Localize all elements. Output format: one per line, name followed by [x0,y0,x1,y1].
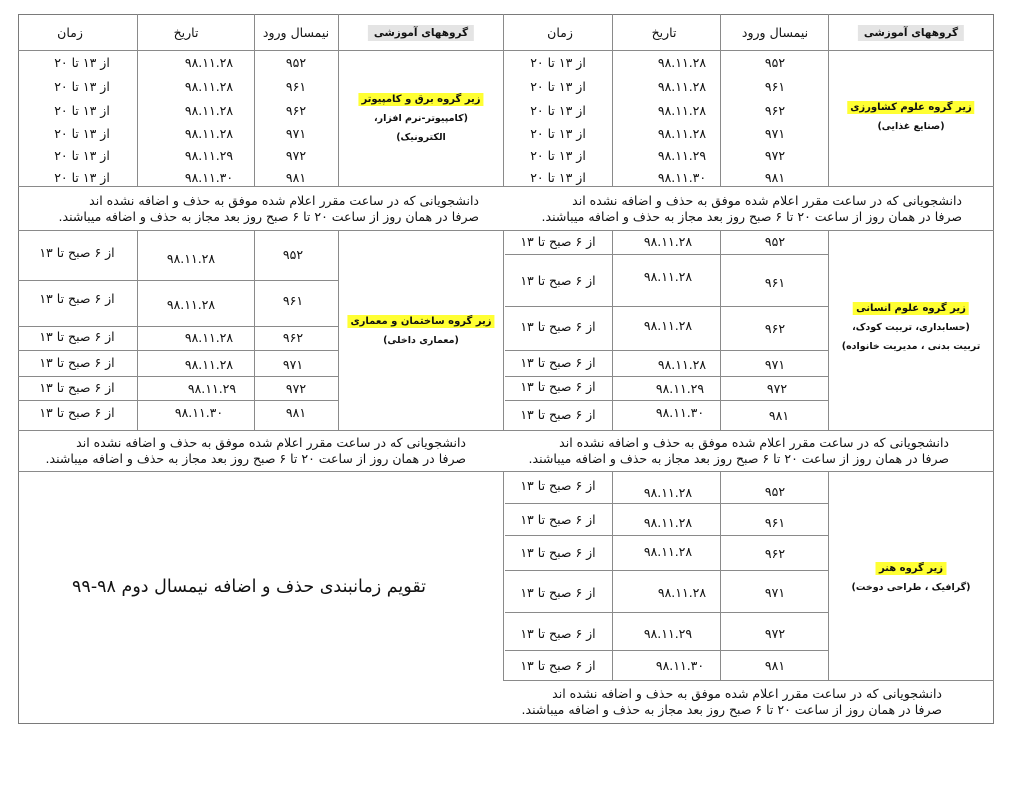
time-cell: از ۶ صبح تا ۱۳ [520,585,596,600]
row-rule [505,306,828,307]
col-rule [137,230,138,430]
time-cell: از ۱۳ تا ۲۰ [54,55,110,70]
time-cell: از ۶ صبح تا ۱۳ [520,234,596,249]
date-cell: ۹۸.۱۱.۲۸ [657,126,707,141]
time-cell: از ۱۳ تا ۲۰ [530,148,586,163]
semester-cell: ۹۵۲ [282,247,304,262]
date-cell: ۹۸.۱۱.۳۰ [184,170,234,185]
semester-cell: ۹۷۱ [285,126,307,141]
date-cell: ۹۸.۱۱.۲۸ [643,544,693,559]
row-rule [505,376,828,377]
group-sub: الکترونیک) [396,132,446,143]
note-line: دانشجویانی که در ساعت مقرر اعلام شده موفق به حذف و اضافه نشده اند [89,193,479,208]
row-rule [505,254,828,255]
group-agriculture [847,98,974,136]
group-sub: (حسابداری، تربیت کودک، [852,322,970,333]
date-cell: ۹۸.۱۱.۳۰ [657,170,707,185]
col-rule [720,14,721,186]
group-sub: تربیت بدنی ، مدیریت خانواده) [841,341,981,352]
note-line: دانشجویانی که در ساعت مقرر اعلام شده موفق به حذف و اضافه نشده اند [552,686,942,701]
date-cell: ۹۸.۱۱.۲۸ [657,55,707,70]
date-cell: ۹۸.۱۱.۲۸ [657,357,707,372]
semester-cell: ۹۷۲ [766,381,788,396]
date-cell: ۹۸.۱۱.۲۹ [643,626,693,641]
semester-cell: ۹۸۱ [764,170,786,185]
date-cell: ۹۸.۱۱.۳۰ [655,658,705,673]
semester-cell: ۹۸۱ [764,658,786,673]
header-time: زمان [547,25,573,40]
header-rule [18,50,994,51]
col-rule [828,14,829,186]
center-divider [503,471,504,680]
late-registration-note [46,435,466,467]
semester-cell: ۹۵۲ [764,484,786,499]
date-cell: ۹۸.۱۱.۲۸ [657,79,707,94]
date-cell: ۹۸.۱۱.۲۹ [655,381,705,396]
row-rule [18,326,338,327]
col-rule [720,471,721,680]
header-date: تاریخ [651,25,677,40]
time-cell: از ۱۳ تا ۲۰ [54,148,110,163]
time-cell: از ۶ صبح تا ۱۳ [39,245,115,260]
col-rule [137,14,138,186]
group-sub: (کامپیوتر-نرم افزار، [374,113,468,124]
late-registration-note [529,435,949,467]
row-rule [505,535,828,536]
group-sub: (گرافیک ، طراحی دوخت) [851,582,971,593]
time-cell: از ۶ صبح تا ۱۳ [520,626,596,641]
page-title: تقویم زمانبندی حذف و اضافه نیمسال دوم ۹۸-۹۹ [72,577,427,597]
time-cell: از ۱۳ تا ۲۰ [54,79,110,94]
date-cell: ۹۸.۱۱.۲۸ [184,330,234,345]
header-time: زمان [57,25,83,40]
date-cell: ۹۸.۱۱.۲۹ [187,381,237,396]
group-sub: (معماری داخلی) [383,335,459,346]
col-rule [720,230,721,430]
date-cell: ۹۸.۱۱.۲۹ [657,148,707,163]
note-line: صرفا در همان روز از ساعت ۲۰ تا ۶ صبح روز بعد مجاز به حذف و اضافه میباشند. [521,702,942,717]
center-divider [503,14,504,186]
date-cell: ۹۸.۱۱.۲۸ [643,269,693,284]
semester-cell: ۹۸۱ [285,170,307,185]
semester-cell: ۹۶۲ [282,330,304,345]
section-rule-3 [18,430,994,431]
date-cell: ۹۸.۱۱.۲۸ [184,103,234,118]
date-cell: ۹۸.۱۱.۲۸ [657,103,707,118]
semester-cell: ۹۷۲ [285,148,307,163]
semester-cell: ۹۶۲ [764,321,786,336]
row-rule [18,400,338,401]
time-cell: از ۶ صبح تا ۱۳ [520,319,596,334]
semester-cell: ۹۸۱ [285,405,307,420]
date-cell: ۹۸.۱۱.۲۸ [184,357,234,372]
semester-cell: ۹۶۲ [764,103,786,118]
semester-cell: ۹۶۱ [285,79,307,94]
time-cell: از ۶ صبح تا ۱۳ [520,273,596,288]
date-cell: ۹۸.۱۱.۲۸ [166,251,216,266]
semester-cell: ۹۷۱ [764,126,786,141]
center-divider [503,230,504,430]
group-name: زیر گروه هنر [876,562,946,575]
time-cell: از ۱۳ تا ۲۰ [54,126,110,141]
col-rule [338,230,339,430]
date-cell: ۹۸.۱۱.۳۰ [174,405,224,420]
time-cell: از ۱۳ تا ۲۰ [54,103,110,118]
header-semester: نیمسال ورود [741,25,809,40]
semester-cell: ۹۷۱ [764,585,786,600]
date-cell: ۹۸.۱۱.۲۸ [643,515,693,530]
group-humanities [842,299,981,356]
group-name: زیر گروه برق و کامپیوتر [358,93,483,106]
time-cell: از ۶ صبح تا ۱۳ [39,291,115,306]
header-date: تاریخ [173,25,199,40]
group-construction [347,312,494,350]
semester-cell: ۹۶۱ [764,79,786,94]
time-cell: از ۶ صبح تا ۱۳ [39,355,115,370]
time-cell: از ۶ صبح تا ۱۳ [520,355,596,370]
time-cell: از ۶ صبح تا ۱۳ [520,658,596,673]
col-rule [254,230,255,430]
row-rule [505,350,828,351]
date-cell: ۹۸.۱۱.۲۸ [166,297,216,312]
col-rule [612,230,613,430]
group-art [852,559,971,597]
row-rule [505,612,828,613]
date-cell: ۹۸.۱۱.۲۸ [643,234,693,249]
semester-cell: ۹۶۱ [764,515,786,530]
section-rule-1 [18,186,994,187]
semester-cell: ۹۸۱ [768,408,790,423]
semester-cell: ۹۶۲ [285,103,307,118]
date-cell: ۹۸.۱۱.۲۹ [184,148,234,163]
semester-cell: ۹۷۱ [764,357,786,372]
semester-cell: ۹۷۲ [764,148,786,163]
group-electrical [358,90,483,147]
row-rule [18,350,338,351]
row-rule [18,376,338,377]
col-rule [254,14,255,186]
semester-cell: ۹۷۱ [282,357,304,372]
semester-cell: ۹۵۲ [285,55,307,70]
group-name: زیر گروه علوم کشاورزی [847,101,974,114]
col-rule [828,230,829,430]
semester-cell: ۹۷۲ [285,381,307,396]
date-cell: ۹۸.۱۱.۳۰ [655,405,705,420]
row-rule [505,650,828,651]
note-line: دانشجویانی که در ساعت مقرر اعلام شده موفق به حذف و اضافه نشده اند [76,435,466,450]
col-rule [828,471,829,680]
semester-cell: ۹۵۲ [764,234,786,249]
time-cell: از ۶ صبح تا ۱۳ [520,512,596,527]
note-line: صرفا در همان روز از ساعت ۲۰ تا ۶ صبح روز بعد مجاز به حذف و اضافه میباشند. [58,209,479,224]
date-cell: ۹۸.۱۱.۲۸ [643,318,693,333]
date-cell: ۹۸.۱۱.۲۸ [184,55,234,70]
date-cell: ۹۸.۱۱.۲۸ [184,79,234,94]
col-rule [338,14,339,186]
group-name: زیر گروه ساختمان و معماری [347,315,494,328]
row-rule [505,400,828,401]
time-cell: از ۱۳ تا ۲۰ [530,126,586,141]
time-cell: از ۱۳ تا ۲۰ [530,79,586,94]
col-rule [612,471,613,680]
semester-cell: ۹۶۱ [282,293,304,308]
semester-cell: ۹۷۲ [764,626,786,641]
group-sub: (صنایع غذایی) [877,121,945,132]
date-cell: ۹۸.۱۱.۲۸ [657,585,707,600]
note-line: صرفا در همان روز از ساعت ۲۰ تا ۶ صبح روز بعد مجاز به حذف و اضافه میباشند. [528,451,949,466]
late-registration-note [542,193,962,225]
semester-cell: ۹۵۲ [764,55,786,70]
time-cell: از ۱۳ تا ۲۰ [530,103,586,118]
time-cell: از ۶ صبح تا ۱۳ [39,405,115,420]
header-semester: نیمسال ورود [262,25,330,40]
semester-cell: ۹۶۲ [764,546,786,561]
section-rule-5 [503,680,994,681]
col-rule [612,14,613,186]
row-rule [505,570,828,571]
semester-cell: ۹۶۱ [764,275,786,290]
date-cell: ۹۸.۱۱.۲۸ [184,126,234,141]
time-cell: از ۶ صبح تا ۱۳ [520,478,596,493]
time-cell: از ۱۳ تا ۲۰ [530,55,586,70]
section-rule-2 [18,230,994,231]
time-cell: از ۶ صبح تا ۱۳ [520,407,596,422]
time-cell: از ۶ صبح تا ۱۳ [520,545,596,560]
row-rule [505,503,828,504]
time-cell: از ۶ صبح تا ۱۳ [39,329,115,344]
note-line: دانشجویانی که در ساعت مقرر اعلام شده موفق به حذف و اضافه نشده اند [559,435,949,450]
header-groups: گروههای آموزشی [368,25,474,41]
late-registration-note [522,686,942,718]
section-rule-4 [18,471,994,472]
note-line: صرفا در همان روز از ساعت ۲۰ تا ۶ صبح روز بعد مجاز به حذف و اضافه میباشند. [541,209,962,224]
row-rule [18,280,338,281]
date-cell: ۹۸.۱۱.۲۸ [643,485,693,500]
time-cell: از ۶ صبح تا ۱۳ [39,380,115,395]
late-registration-note [59,193,479,225]
header-groups: گروههای آموزشی [858,25,964,41]
group-name: زیر گروه علوم انسانی [853,302,969,315]
time-cell: از ۱۳ تا ۲۰ [54,170,110,185]
time-cell: از ۱۳ تا ۲۰ [530,170,586,185]
time-cell: از ۶ صبح تا ۱۳ [520,379,596,394]
note-line: صرفا در همان روز از ساعت ۲۰ تا ۶ صبح روز بعد مجاز به حذف و اضافه میباشند. [45,451,466,466]
note-line: دانشجویانی که در ساعت مقرر اعلام شده موفق به حذف و اضافه نشده اند [572,193,962,208]
